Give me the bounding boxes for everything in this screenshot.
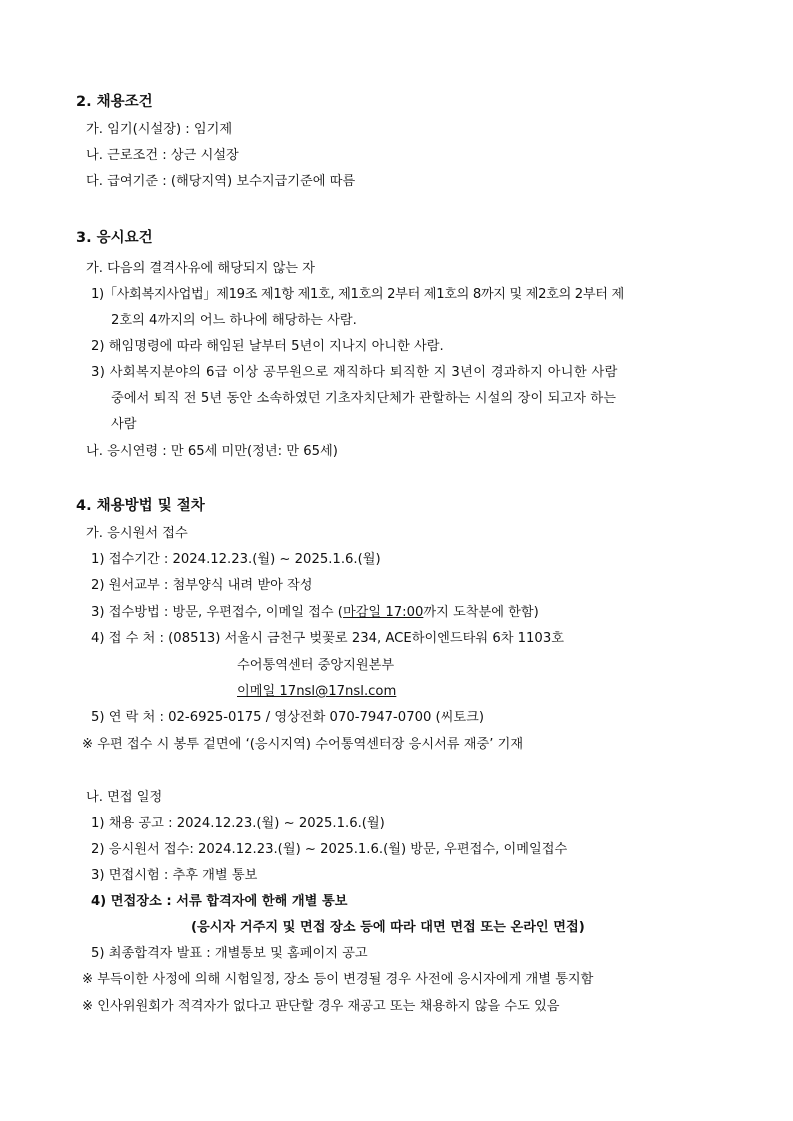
- s4-a-3: [91, 603, 539, 623]
- s3-item-1-line2: 2호의 4까지의 어느 하나에 해당하는 사람.: [111, 313, 357, 328]
- deadline-underlined: 마감일 17:00: [342, 605, 424, 620]
- s3-item-3-line2: 중에서 퇴직 전 5년 동안 소속하였던 기초자치단체가 관할하는 시설의 장이 되고자 하는: [111, 391, 617, 406]
- s4-b-4-line2: (응시자 거주지 및 면접 장소 등에 따라 대면 면접 또는 온라인 면접): [191, 920, 585, 935]
- s2-item-a: 가. 임기(시설장) : 임기제: [86, 122, 233, 137]
- s4-a-3-prefix: 3) 접수방법 : 방문, 우편접수, 이메일 접수 (: [91, 605, 343, 620]
- s4-item-a: 가. 응시원서 접수: [86, 526, 188, 541]
- s4-a-4-line1: 4) 접 수 처 : (08513) 서울시 금천구 벚꽃로 234, ACE하이엔드타워 6차 1103호: [91, 631, 564, 646]
- s2-item-b: 나. 근로조건 : 상근 시설장: [86, 148, 239, 163]
- s4-a-3-suffix: 까지 도착분에 한함): [423, 605, 539, 620]
- s4-b-4-line1: 4) 면접장소 : 서류 합격자에 한해 개별 통보: [91, 894, 348, 909]
- s3-item-3-line1: 3) 사회복지분야의 6급 이상 공무원으로 재직하다 퇴직한 지 3년이 경과하지 아니한 사람: [91, 365, 618, 380]
- s4-b-2: 2) 응시원서 접수: 2024.12.23.(월) ~ 2025.1.6.(월) 방문, 우편접수, 이메일접수: [91, 842, 568, 857]
- s4-a-2: 2) 원서교부 : 첨부양식 내려 받아 작성: [91, 578, 313, 593]
- s4-note-1: ※ 우편 접수 시 봉투 겉면에 ‘(응시지역) 수어통역센터장 응시서류 재중’ 기재: [82, 737, 524, 752]
- s4-b-3: 3) 면접시험 : 추후 개별 통보: [91, 868, 258, 883]
- s4-a-1: 1) 접수기간 : 2024.12.23.(월) ~ 2025.1.6.(월): [91, 552, 381, 567]
- s4-a-4-line2: 수어통역센터 중앙지원본부: [237, 658, 395, 673]
- s4-a-5: 5) 연 락 처 : 02-6925-0175 / 영상전화 070-7947-0700 (씨토크): [91, 710, 485, 725]
- section-4-title: 4. 채용방법 및 절차: [76, 498, 205, 514]
- s2-item-c: 다. 급여기준 : (해당지역) 보수지급기준에 따름: [86, 174, 356, 189]
- section-2-title: 2. 채용조건: [76, 94, 153, 110]
- section-3-title: 3. 응시요건: [76, 230, 153, 246]
- s3-item-3-line3: 사람: [111, 417, 137, 432]
- s4-b-5: 5) 최종합격자 발표 : 개별통보 및 홈페이지 공고: [91, 946, 368, 961]
- s4-item-b: 나. 면접 일정: [86, 790, 163, 805]
- s4-b-1: 1) 채용 공고 : 2024.12.23.(월) ~ 2025.1.6.(월): [91, 816, 385, 831]
- s3-item-b: 나. 응시연령 : 만 65세 미만(정년: 만 65세): [86, 444, 338, 459]
- s4-note-2: ※ 부득이한 사정에 의해 시험일정, 장소 등이 변경될 경우 사전에 응시자에게 개별 통지함: [82, 972, 594, 987]
- s3-item-1-line1: 1)「사회복지사업법」제19조 제1항 제1호, 제1호의 2부터 제1호의 8까지 및 제2호의 2부터 제: [91, 287, 624, 302]
- s4-note-3: ※ 인사위원회가 적격자가 없다고 판단할 경우 재공고 또는 채용하지 않을 수도 있음: [82, 999, 560, 1014]
- s3-item-a: 가. 다음의 결격사유에 해당되지 않는 자: [86, 261, 315, 276]
- email-link[interactable]: 이메일 17nsl@17nsl.com: [237, 684, 397, 699]
- s3-item-2: 2) 해임명령에 따라 해임된 날부터 5년이 지나지 아니한 사람.: [91, 339, 444, 354]
